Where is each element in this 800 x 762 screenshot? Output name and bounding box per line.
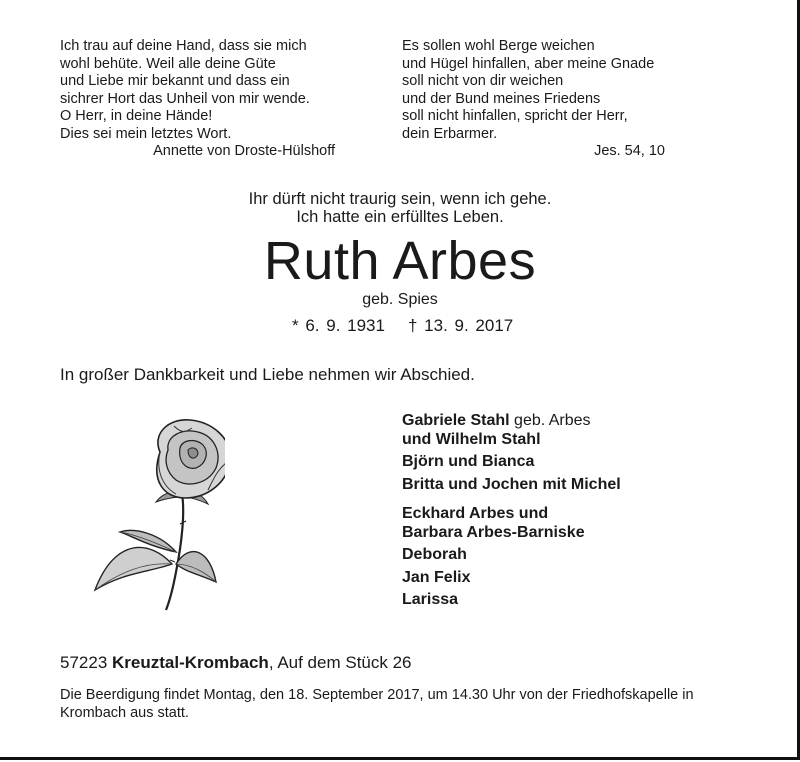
deceased-name: Ruth Arbes (263, 231, 537, 291)
funeral-info (60, 686, 694, 722)
address (60, 653, 412, 673)
family-member: und Wilhelm Stahl (402, 430, 541, 448)
family-member: Jan Felix (402, 568, 471, 586)
family-group-1 (402, 410, 621, 496)
poem-left-line: wohl behüte. Weil alle deine Güte (60, 55, 276, 72)
quote-line-1: Ihr dürft nicht traurig sein, wenn ich gehe. (248, 190, 552, 208)
family-member: Deborah (402, 546, 467, 563)
family-member: Larissa (402, 591, 459, 608)
closing-text: In großer Dankbarkeit und Liebe nehmen wir Abschied. (60, 365, 475, 384)
birth-date: * 6. 9. 1931 (292, 316, 385, 335)
family-group-2 (402, 503, 585, 612)
family-member-name: Gabriele Stahl (402, 412, 510, 429)
maiden-name: geb. Spies (362, 291, 438, 308)
poem-left-line: sichrer Hort das Unheil von mir wende. (60, 90, 310, 107)
family-member-maiden: geb. Arbes (509, 412, 591, 429)
poem-left-line: Dies sei mein letztes Wort. (60, 125, 232, 142)
funeral-line-1: Die Beerdigung findet Montag, den 18. September 2017, um 14.30 Uhr von der Friedhofskapelle in (60, 687, 694, 703)
poem-right-line: und der Bund meines Friedens (402, 90, 601, 107)
poem-right-line: Es sollen wohl Berge weichen (402, 38, 595, 54)
family-member: Barbara Arbes-Barniske (402, 523, 585, 541)
death-date: † 13. 9. 2017 (408, 316, 514, 335)
funeral-line-2: Krombach aus statt. (60, 705, 189, 721)
address-street: , Auf dem Stück 26 (268, 653, 412, 672)
poem-left-line: und Liebe mir bekannt und dass ein (60, 73, 290, 89)
poem-left-line: O Herr, in deine Hände! (60, 108, 213, 124)
poem-right-line: dein Erbarmer. (402, 125, 498, 142)
poem-right (402, 38, 654, 143)
poem-left-author: Annette von Droste-Hülshoff (153, 143, 335, 159)
quote-line-2: Ich hatte ein erfülltes Leben. (296, 208, 504, 226)
family-member: Björn und Bianca (402, 453, 535, 470)
family-member: Eckhard Arbes und (402, 505, 549, 522)
poem-left-line: Ich trau auf deine Hand, dass sie mich (60, 38, 307, 54)
address-zip: 57223 (60, 653, 112, 672)
poem-right-line: und Hügel hinfallen, aber meine Gnade (402, 55, 655, 72)
address-city: Kreuztal-Krombach (112, 653, 269, 672)
rose-icon (90, 412, 225, 612)
family-member: Britta und Jochen mit Michel (402, 475, 621, 493)
poem-right-source: Jes. 54, 10 (594, 143, 665, 159)
poem-right-line: soll nicht von dir weichen (402, 73, 564, 89)
poem-left (60, 38, 310, 143)
poem-right-line: soll nicht hinfallen, spricht der Herr, (402, 108, 628, 124)
